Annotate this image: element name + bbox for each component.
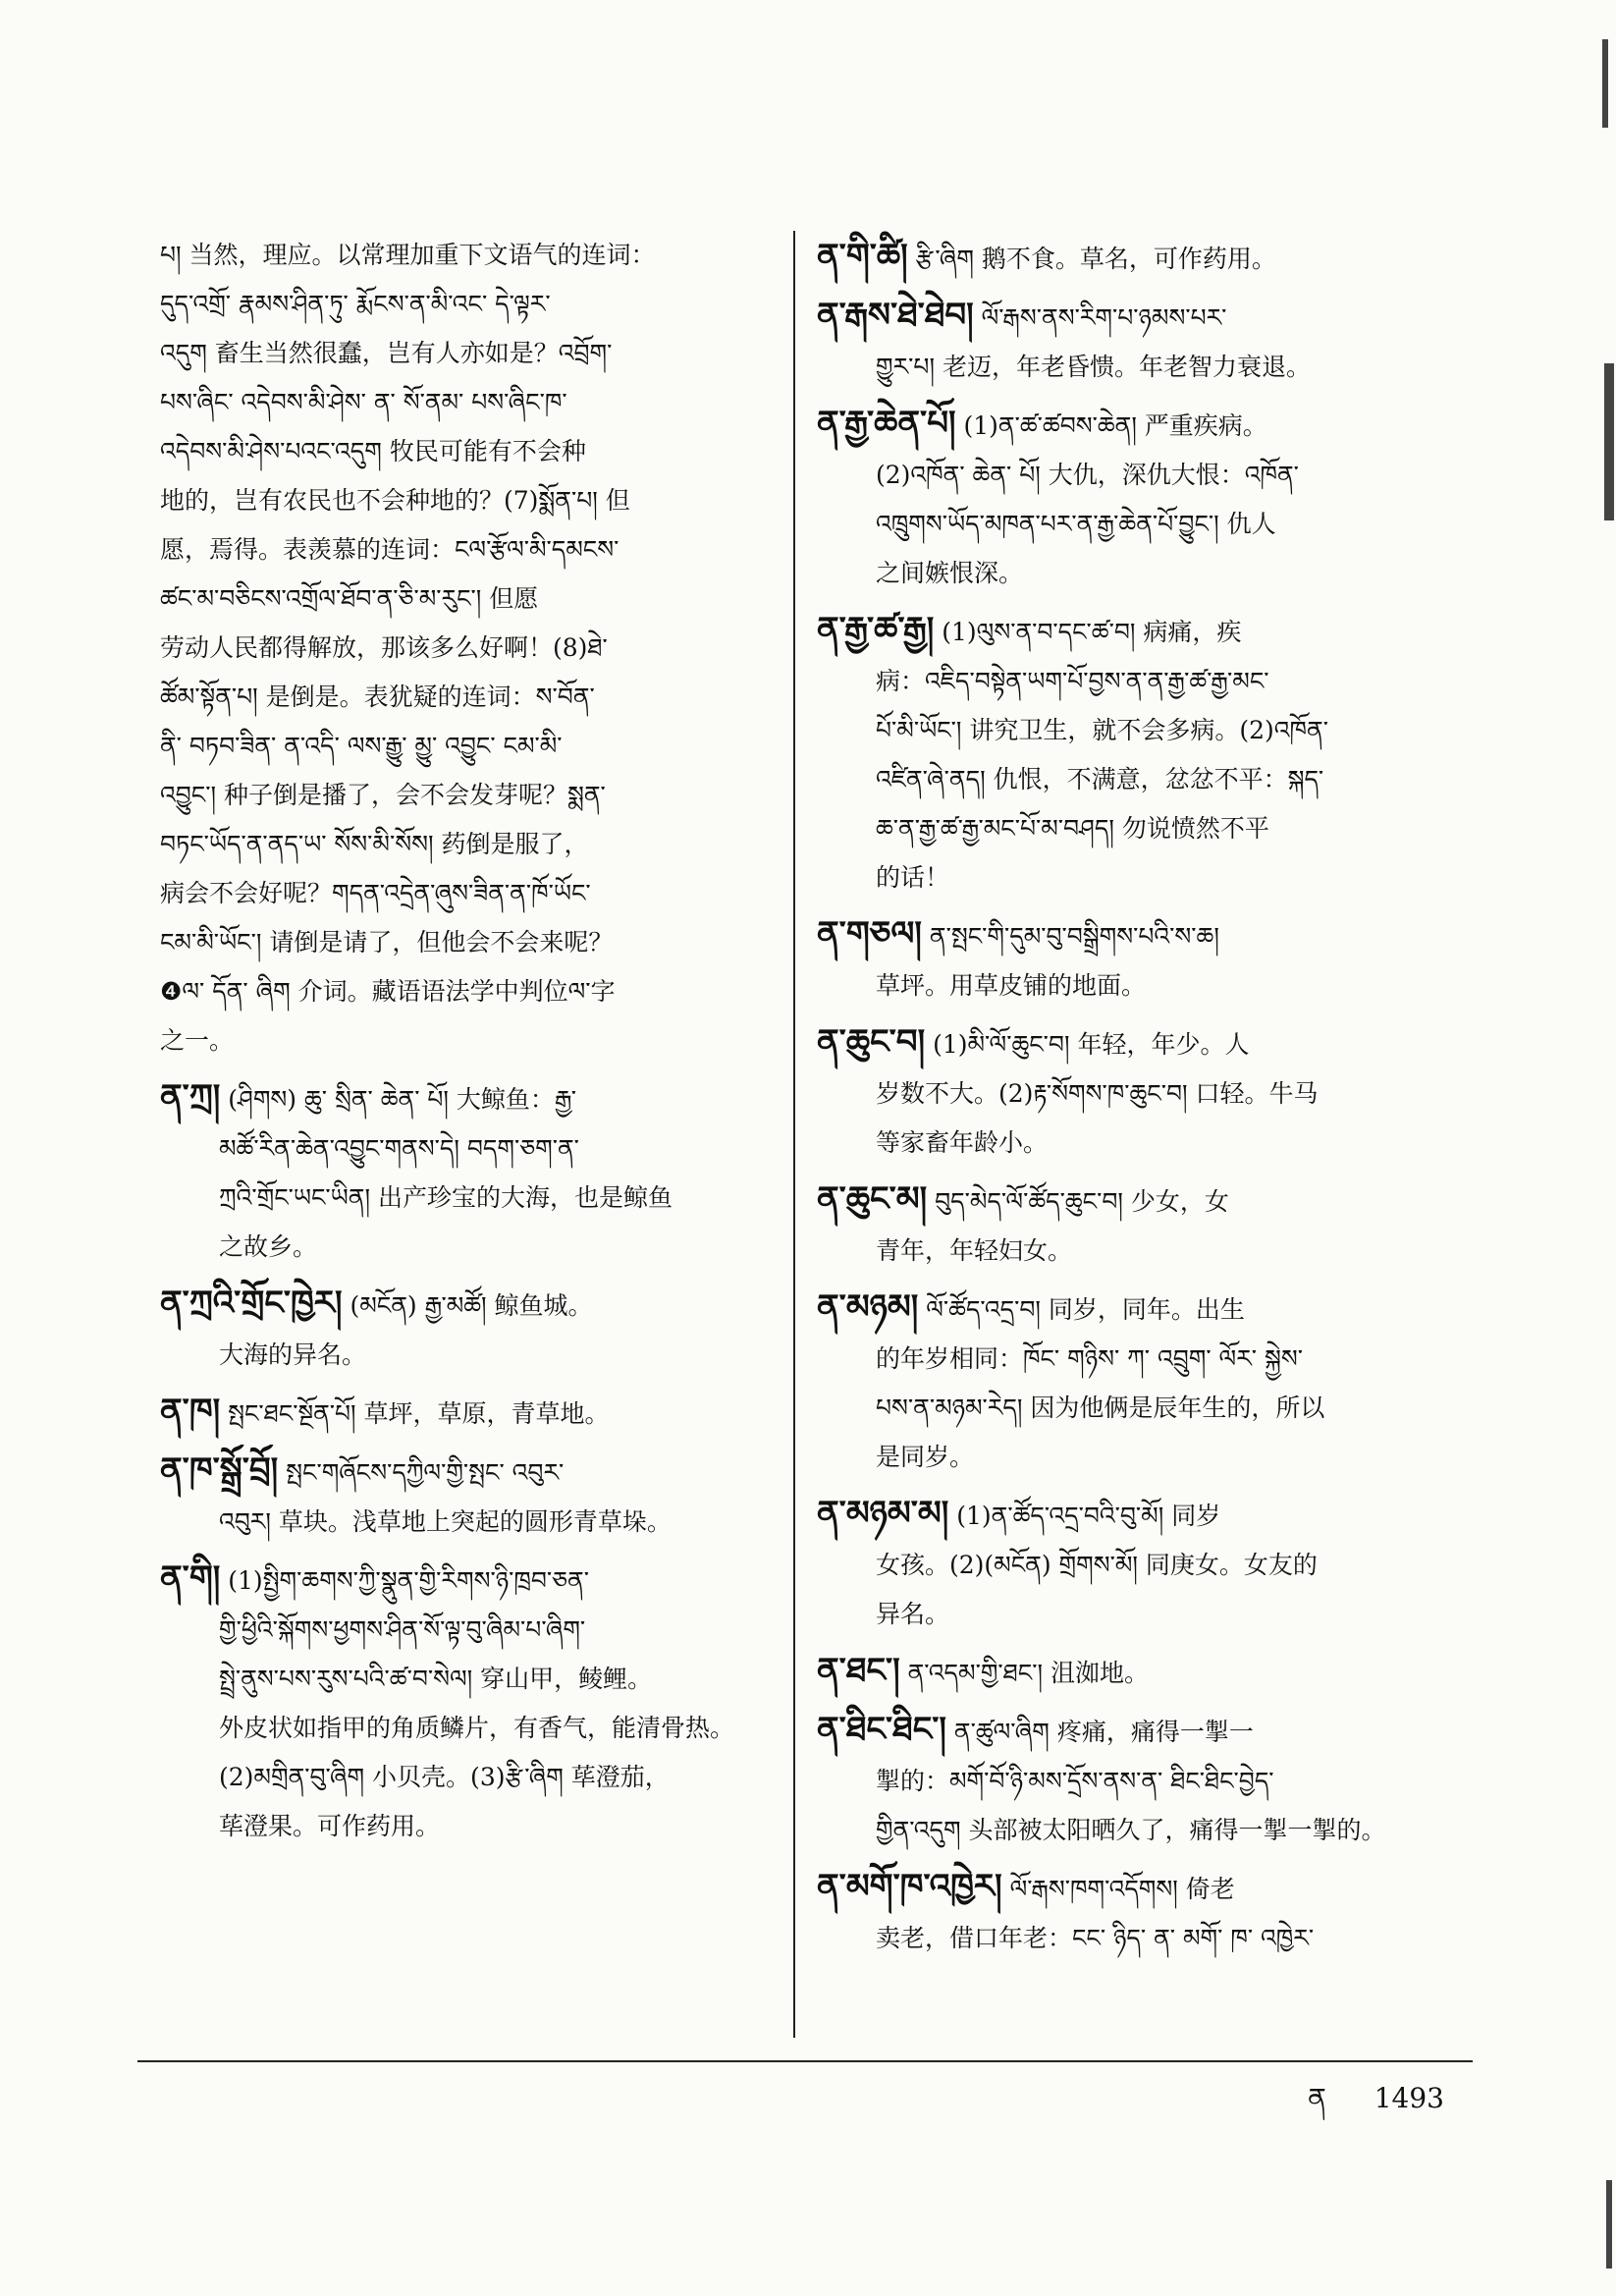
- dictionary-entry: [817, 1861, 1465, 1963]
- page-number: 1493: [1374, 2082, 1444, 2114]
- definition-text: 青年，年轻妇女。: [876, 1236, 1073, 1265]
- entry-line: [817, 290, 1465, 343]
- entry-line: [160, 1071, 769, 1124]
- entry-line: [817, 1282, 1465, 1335]
- definition-text: 之故乡。: [219, 1232, 318, 1261]
- entry-line: [160, 1753, 769, 1802]
- entry-line: [817, 343, 1465, 392]
- definition-text: ལོ་ཚོད་འདྲ་བ། 同岁，同年。出生: [926, 1295, 1245, 1324]
- definition-text: རྩི་ཞིག 鹅不食。草名，可作药用。: [915, 245, 1276, 273]
- entry-text-line: ཚོམ་སྟོན་པ། 是倒是。表犹疑的连词：ས་བོན་: [160, 683, 595, 711]
- entry-line: [817, 1069, 1465, 1119]
- entry-line: [817, 1590, 1465, 1639]
- entry-line: [817, 804, 1465, 853]
- entry-line: [817, 853, 1465, 902]
- definition-text: 荜澄果。可作药用。: [219, 1812, 441, 1840]
- column-divider: [793, 231, 795, 2038]
- definition-text: ཆ་ན་རྒྱ་ཚ་རྒྱ་མང་པོ་མ་བཤད། 勿说愤然不平: [876, 814, 1269, 843]
- definition-text: 之间嫉恨深。: [876, 559, 1024, 587]
- entry-line: [817, 451, 1465, 500]
- headword: ན་གི།: [160, 1558, 221, 1598]
- dictionary-entry: [160, 1386, 769, 1439]
- definition-text: (1)སྤྱིག་ཆགས་ཀྱི་སྣུན་གྱི་རིགས་ཉི་ཁྲབ་ཅན་: [228, 1566, 589, 1595]
- entry-line: [160, 1553, 769, 1606]
- dictionary-entry: [817, 290, 1465, 392]
- dictionary-entry: [817, 1704, 1465, 1855]
- entry-text-line: ནི་ བཏབ་ཟིན་ ན་འདི་ ལས་རྒྱུ་ མྱུ་ འབྱུང་ ངམ་མི་: [160, 732, 563, 760]
- definition-text: ལོ་རྒས་ནས་རིག་པ་ཉམས་པར་: [981, 303, 1227, 332]
- entry-line: [160, 1223, 769, 1272]
- entry-text-line: 愿，焉得。表羡慕的连词：ངལ་རྩོལ་མི་དམངས་: [160, 535, 619, 564]
- dictionary-entry: [817, 1282, 1465, 1482]
- entry-line: [160, 1498, 769, 1547]
- entry-text-line: པ། 当然，理应。以常理加重下文语气的连词：: [160, 241, 656, 269]
- entry-line: [817, 908, 1465, 961]
- definition-text: སྤང་གཞོངས་དཀྱིལ་གྱི་སྤང་ འབུར་: [286, 1458, 565, 1487]
- scan-edge-mark: [1602, 39, 1608, 128]
- entry-line: [817, 1335, 1465, 1384]
- definition-text: 岁数不大。(2)རྟ་སོགས་ཁ་ཆུང་བ། 口轻。牛马: [876, 1079, 1319, 1108]
- definition-text: 病：འཇིད་བསྟེན་ཡག་པོ་བྱས་ན་ན་རྒྱ་ཚ་རྒྱ་མང་: [876, 667, 1269, 695]
- entry-text-line: ❹ལ་ དོན་ ཞིག 介词。藏语语法学中判位ལ་字: [160, 977, 616, 1006]
- entry-line: [817, 1227, 1465, 1276]
- definition-text: འཛིན་ཞེ་ནད། 仇恨，不满意，忿忿不平：སྐད་: [876, 765, 1324, 793]
- definition-text: (1)ལུས་ན་བ་དང་ཚ་བ། 病痛，疾: [942, 618, 1242, 646]
- definition-text: ཀྲའི་གྲོང་ཡང་ཡིན། 出产珍宝的大海，也是鲸鱼: [219, 1183, 673, 1212]
- entry-line: [160, 1655, 769, 1704]
- entry-line: [160, 1124, 769, 1174]
- headword: ན་ཆུང་མ།: [817, 1179, 928, 1219]
- entry-line: [817, 231, 1465, 284]
- entry-text-line: ངམ་མི་ཡོང་། 请倒是请了，但他会不会来呢？: [160, 928, 614, 957]
- dictionary-entry: [817, 604, 1465, 902]
- scan-edge-mark: [1606, 2180, 1612, 2269]
- entry-line: [160, 1386, 769, 1439]
- entry-line: [817, 657, 1465, 706]
- definition-text: པོ་མི་ཡོང་། 讲究卫生，就不会多病。(2)འཁོན་: [876, 716, 1328, 744]
- entry-text-line: ཚང་མ་བཅིངས་འགྲོལ་ཐོབ་ན་ཅི་མ་རུང་། 但愿: [160, 584, 539, 613]
- entry-line: [817, 1757, 1465, 1806]
- entry-line: [817, 1914, 1465, 1963]
- definition-text: འབུར། 草块。浅草地上突起的圆形青草垛。: [219, 1507, 672, 1536]
- headword: ན་གི་ཚི།: [817, 237, 908, 276]
- headword: ན་ཀྲའི་གྲོང་ཁྱེར།: [160, 1284, 343, 1323]
- dictionary-entry: [817, 1174, 1465, 1276]
- definition-text: ལོ་རྒས་ཁག་འདོགས། 倚老: [1009, 1875, 1235, 1903]
- definition-text: (2)འཁོན་ ཆེན་ པོ། 大仇，深仇大恨：འཁོན་: [876, 461, 1299, 489]
- entry-text-line: དུད་འགྲོ་ རྣམས་ཤིན་ཏུ་ རྨོངས་ན་མི་འང་ དེ་ལྟར་: [160, 290, 551, 318]
- definition-text: སྤྲེ་ནུས་པས་རུས་པའི་ཚ་བ་སེལ། 穿山甲，鲮鲤。: [219, 1665, 653, 1693]
- dictionary-entry: [817, 1645, 1465, 1698]
- entry-line: [817, 755, 1465, 804]
- dictionary-entry: [160, 1445, 769, 1547]
- definition-text: 卖老，借口年老：ངང་ ཉིད་ ན་ མགོ་ ཁ་ འཁྱེར་: [876, 1924, 1315, 1952]
- entry-line: [817, 706, 1465, 755]
- entry-line: [817, 500, 1465, 549]
- definition-text: 等家畜年龄小。: [876, 1128, 1049, 1157]
- definition-text: 的话！: [876, 863, 950, 892]
- entry-text-line: 地的，岂有农民也不会种地的？(7)སྨོན་པ། 但: [160, 486, 630, 515]
- definition-text: (1)མི་ལོ་ཆུང་བ། 年轻，年少。人: [933, 1030, 1250, 1059]
- definition-text: སྤང་ཐང་སྔོན་པོ། 草坪，草原，青草地。: [228, 1399, 610, 1428]
- entry-text-line: འབྱུང་། 种子倒是播了，会不会发芽呢？སྨན་: [160, 781, 606, 809]
- entry-line: [817, 1488, 1465, 1541]
- entry-line: [160, 1445, 769, 1498]
- definition-text: (1)ན་ཚ་ཚབས་ཆེན། 严重疾病。: [963, 411, 1267, 440]
- page-footer: [1268, 2067, 1444, 2145]
- entry-text-line: འདུག 畜生当然很蠢，岂有人亦如是？འབྲོག་: [160, 339, 613, 367]
- entry-text-line: བཏང་ཡོད་ན་ནད་ཡ་ སོས་མི་སོས། 药倒是服了，: [160, 830, 589, 858]
- headword: ན་ཐང་།: [817, 1651, 900, 1690]
- definition-text: གྱིན་འདུག 头部被太阳晒久了，痛得一掣一掣的。: [876, 1816, 1386, 1844]
- headword: ན་ཁ།: [160, 1392, 221, 1431]
- headword: ན་ཐིང་ཐིང་།: [817, 1710, 946, 1749]
- dictionary-entry: [160, 1278, 769, 1380]
- definition-text: (2)མགྲིན་བུ་ཞིག 小贝壳。(3)རྩི་ཞིག 荜澄茄，: [219, 1763, 670, 1791]
- definition-text: (1)ན་ཚོད་འདྲ་བའི་བུ་མོ། 同岁: [956, 1502, 1221, 1530]
- entry-line: [817, 1174, 1465, 1227]
- definition-text: གྱུར་པ། 老迈，年老昏愦。年老智力衰退。: [876, 353, 1311, 381]
- entry-line: [817, 1384, 1465, 1433]
- definition-text: 草坪。用草皮铺的地面。: [876, 971, 1147, 1000]
- dictionary-entry: [160, 1071, 769, 1272]
- entry-text-line: 劳动人民都得解放，那该多么好啊！(8)ཐེ་: [160, 633, 608, 662]
- entry-line: [817, 549, 1465, 598]
- entry-line: [160, 1331, 769, 1380]
- entry-line: [160, 1174, 769, 1223]
- footer-letter: ན: [1308, 2082, 1326, 2114]
- definition-text: (ཤིགས) ཆུ་ སྲིན་ ཆེན་ པོ། 大鲸鱼：རྒྱ་: [228, 1085, 577, 1114]
- left-column: [160, 231, 769, 1857]
- dictionary-entry: [817, 1016, 1465, 1168]
- headword: ན་ཆུང་བ།: [817, 1022, 926, 1062]
- entry-line: [817, 1119, 1465, 1168]
- definition-text: 女孩。(2)(མངོན) གྲོགས་མོ། 同庚女。女友的: [876, 1551, 1318, 1579]
- definition-text: 掣的：མགོ་བོ་ཉི་མས་དྲོས་ནས་ན་ ཐིང་ཐིང་བྱེད་: [876, 1767, 1274, 1795]
- entry-text-line: 之一。: [160, 1026, 235, 1055]
- headword: ན་གཅལ།: [817, 914, 922, 954]
- entry-text-line: 病会不会好呢？གདན་འདྲེན་ཞུས་ཟིན་ན་ཁོ་ཡོང་: [160, 879, 591, 907]
- definition-text: ན་ཚུལ་ཞིག 疼痛，痛得一掣一: [953, 1718, 1254, 1746]
- headword: ན་ཁ་སྒྲོ་བྲོ།: [160, 1450, 279, 1490]
- entry-line: [160, 1704, 769, 1753]
- headword: ན་རྒྱ་ཆེན་པོ།: [817, 404, 956, 443]
- definition-text: ན་འདམ་གྱི་ཐང་། 沮洳地。: [907, 1659, 1149, 1687]
- continuation-block: [160, 231, 769, 1066]
- entry-line: [817, 1541, 1465, 1590]
- definition-text: འཁྲུགས་ཡོད་མཁན་པར་ན་རྒྱ་ཆེན་པོ་བྱུང་། 仇人: [876, 510, 1276, 538]
- definition-text: པས་ན་མཉམ་རེད། 因为他俩是辰年生的，所以: [876, 1394, 1325, 1422]
- headword: ན་རྒས་ཐེ་ཐེབ།: [817, 296, 974, 335]
- headword: ན་མགོ་ཁ་འཁྱེར།: [817, 1867, 1002, 1906]
- entry-text-line: འདེབས་མི་ཤེས་པའང་འདུག 牧民可能有不会种: [160, 437, 586, 465]
- entry-text-line: པས་ཞིང་ འདེབས་མི་ཤེས་ ན་ སོ་ནམ་ པས་ཞིང་ཁ་: [160, 388, 567, 416]
- definition-text: 是同岁。: [876, 1443, 975, 1471]
- definition-text: གྱི་ཕྱིའི་སྐོགས་ཕྱགས་ཤིན་སོ་ལྟ་བུ་ཞིམ་པ་ཞིག་: [219, 1615, 586, 1644]
- entry-line: [160, 1802, 769, 1851]
- entry-line: [817, 1016, 1465, 1069]
- definition-text: 大海的异名。: [219, 1340, 367, 1369]
- headword: ན་མཉམ་མ།: [817, 1494, 949, 1533]
- entry-line: [817, 604, 1465, 657]
- dictionary-entry: [817, 1488, 1465, 1639]
- entry-line: [160, 1606, 769, 1655]
- bottom-rule: [137, 2060, 1473, 2062]
- definition-text: བུད་མེད་ལོ་ཚོད་ཆུང་བ། 少女，女: [935, 1187, 1229, 1216]
- entry-line: [817, 1861, 1465, 1914]
- dictionary-entry: [817, 398, 1465, 598]
- dictionary-entry: [160, 1553, 769, 1851]
- entry-line: [160, 1278, 769, 1331]
- headword: ན་མཉམ།: [817, 1287, 919, 1327]
- definition-text: 外皮状如指甲的角质鳞片，有香气，能清骨热。: [219, 1714, 735, 1742]
- definition-text: 的年岁相同：ཁོང་ གཉིས་ ཀ་ འབྲུག་ ལོར་ སྐྱེས་: [876, 1344, 1303, 1373]
- entry-line: [817, 1645, 1465, 1698]
- entry-line: [817, 961, 1465, 1011]
- entry-line: [817, 398, 1465, 451]
- entry-line: [817, 1433, 1465, 1482]
- right-column: [817, 231, 1465, 1969]
- headword: ན་ཀྲ།: [160, 1077, 221, 1117]
- headword: ན་རྒྱ་ཚ་རྒྱ།: [817, 610, 935, 649]
- dictionary-entry: [817, 231, 1465, 284]
- entry-line: [817, 1806, 1465, 1855]
- dictionary-entry: [817, 908, 1465, 1011]
- scan-edge-mark: [1604, 363, 1614, 520]
- entry-line: [817, 1704, 1465, 1757]
- definition-text: ན་སྤང་གི་དུམ་བུ་བསྒྲིགས་པའི་ས་ཆ།: [929, 922, 1219, 951]
- definition-text: མཚོ་རིན་ཆེན་འབྱུང་གནས་དེ། བདག་ཅག་ན་: [219, 1134, 579, 1163]
- definition-text: 异名。: [876, 1600, 950, 1628]
- definition-text: (མངོན) རྒྱ་མཚོ། 鲸鱼城。: [350, 1291, 593, 1320]
